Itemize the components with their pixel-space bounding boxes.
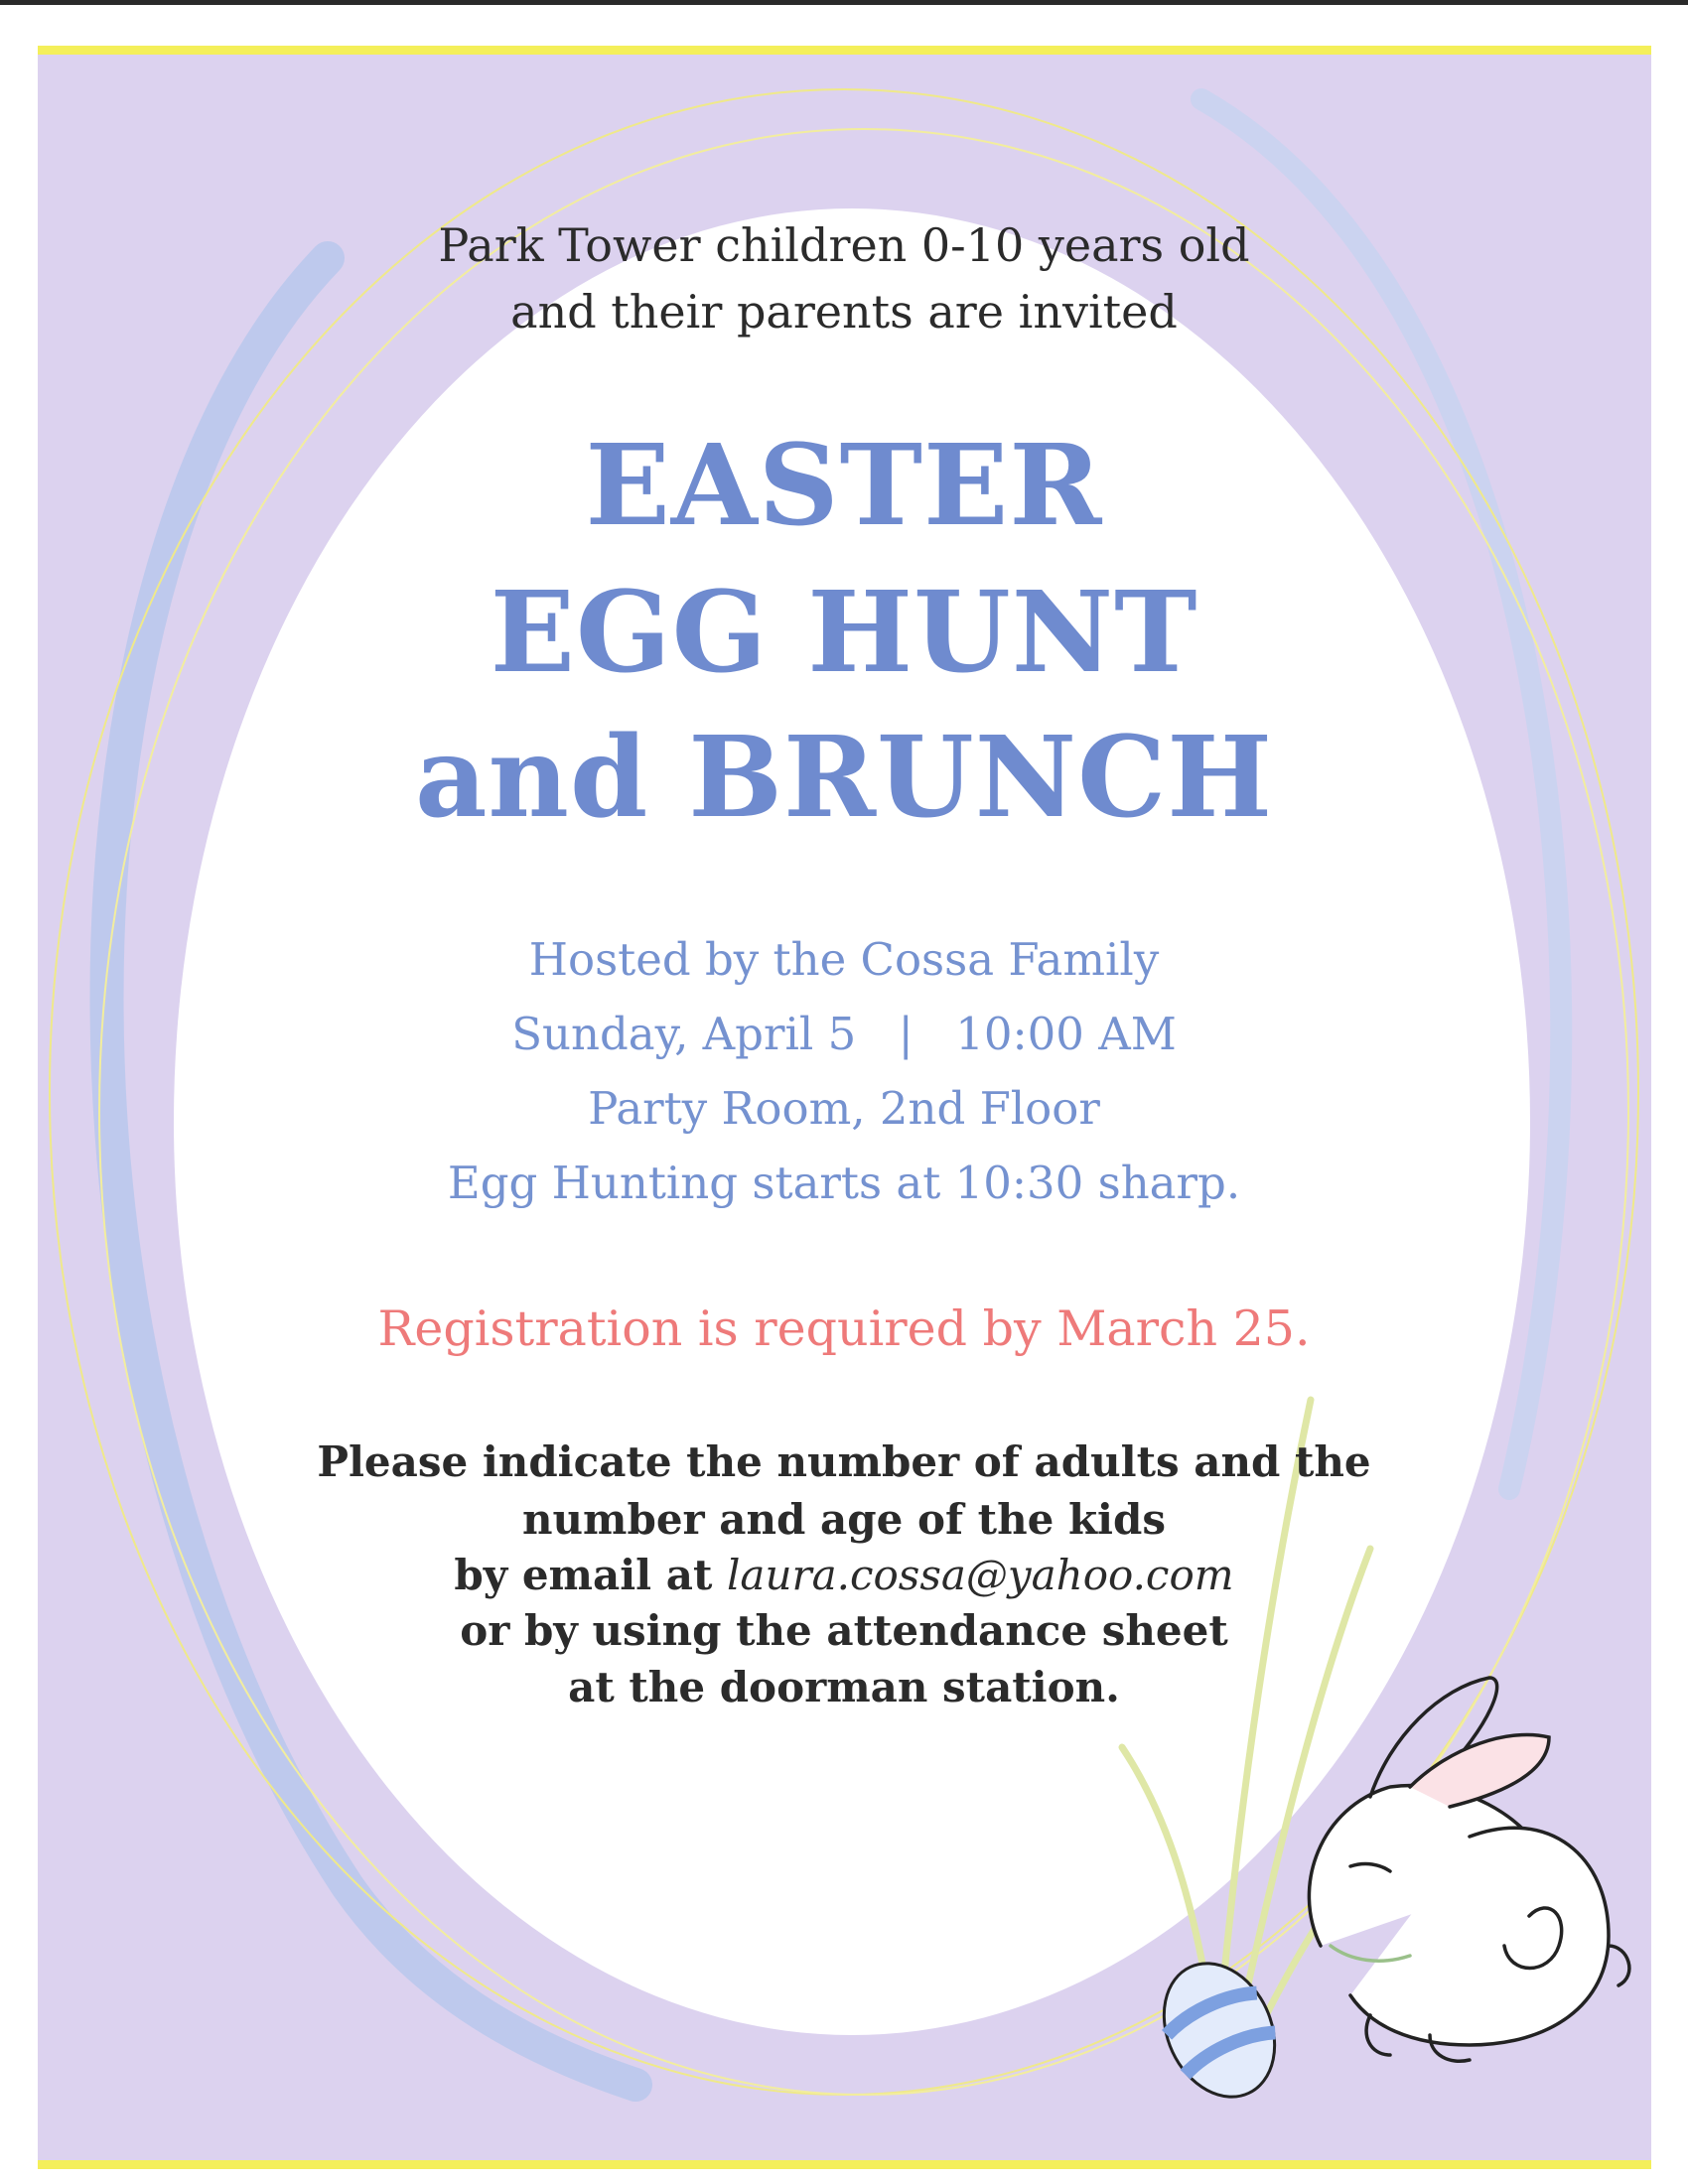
event-time: 10:00 AM: [955, 1008, 1177, 1060]
date-time-separator: |: [898, 1008, 914, 1060]
invitation-line-2: and their parents are invited: [510, 285, 1178, 339]
instructions-line-1: Please indicate the number of adults and the: [317, 1437, 1371, 1486]
invitation-line-1: Park Tower children 0-10 years old: [438, 218, 1250, 272]
email-address[interactable]: laura.cossa@yahoo.com: [726, 1551, 1234, 1599]
instructions-line-2: number and age of the kids: [521, 1495, 1167, 1544]
title-line-3: and BRUNCH: [414, 713, 1274, 843]
email-prefix: by email at: [454, 1551, 713, 1599]
host-line: Hosted by the Cossa Family: [528, 933, 1160, 986]
location-line: Party Room, 2nd Floor: [588, 1082, 1100, 1135]
date-time-line: [0, 1008, 1688, 1060]
instructions-line-3: [0, 1551, 1688, 1599]
start-time-line: Egg Hunting starts at 10:30 sharp.: [447, 1157, 1241, 1209]
event-date: Sunday, April 5: [511, 1008, 857, 1060]
title-line-2: EGG HUNT: [490, 568, 1198, 698]
instructions-line-5: at the doorman station.: [568, 1663, 1120, 1711]
registration-deadline: Registration is required by March 25.: [377, 1300, 1311, 1357]
instructions-line-4: or by using the attendance sheet: [460, 1606, 1228, 1655]
title-line-1: EASTER: [585, 421, 1103, 551]
